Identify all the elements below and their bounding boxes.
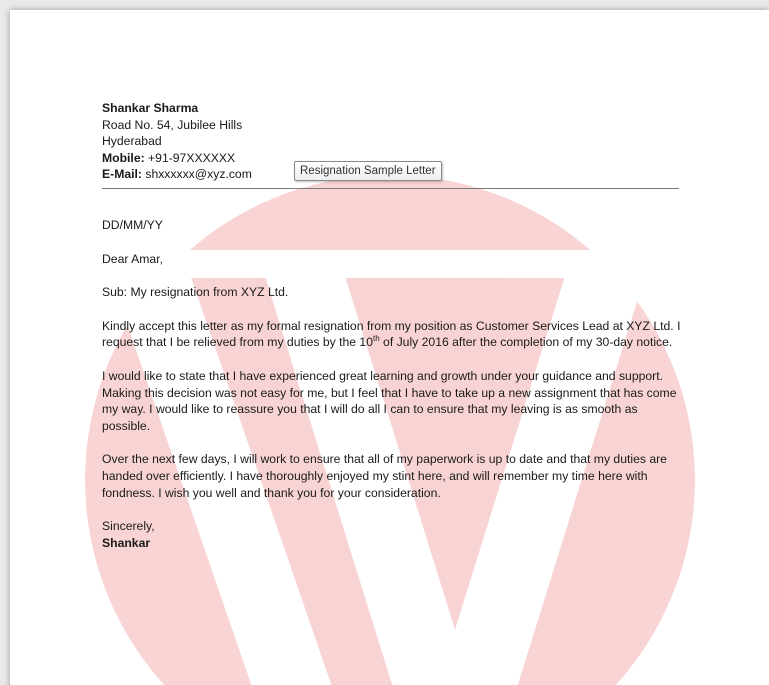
paragraph-1-part-a: Kindly accept this letter as my formal resignation from my position as Customer Services Lead at XYZ Ltd. I request that I be relieved from my duties by the 10 [102,318,681,350]
paragraph-1-part-b: of July 2016 after the completion of my 30-day notice. [379,335,673,350]
letter-paragraph-3: Over the next few days, I will work to ensure that all of my paperwork is up to date and that my duties are handed over efficiently. I have thoroughly enjoyed my stint here, and will remember my time here with fondness. I wish you well and thank you for your consideration. [102,452,667,500]
tooltip: Resignation Sample Letter [294,161,442,181]
mobile-label: Mobile: [102,150,145,165]
sender-mobile [102,150,682,167]
sender-email [102,166,682,183]
letter-date: DD/MM/YY [102,217,163,232]
letter-subject: Sub: My resignation from XYZ Ltd. [102,285,289,300]
letter-body [102,100,682,551]
email-value: shxxxxxx@xyz.com [145,167,252,182]
email-label: E-Mail: [102,167,142,182]
sender-name: Shankar Sharma [102,101,199,115]
letter-paragraph-2: I would like to state that I have experienced great learning and growth under your guidance and support. Making this decision was not easy for me, but I feel that I have to take up a new assignment that has come my way. I would like to reassure you that I will do all I can to ensure that my leaving is as smooth as possible. [102,368,677,433]
mobile-value: +91-97XXXXXX [148,150,236,165]
sender-address-line1: Road No. 54, Jubilee Hills [102,117,243,132]
letter-salutation: Dear Amar, [102,251,163,266]
letter-page [10,10,769,685]
letter-paragraph-1 [102,318,682,351]
paragraph-1-superscript: th [372,334,380,344]
letter-closing: Sincerely, [102,519,155,534]
letter-signature: Shankar [102,535,151,550]
sender-address-line2: Hyderabad [102,134,162,149]
